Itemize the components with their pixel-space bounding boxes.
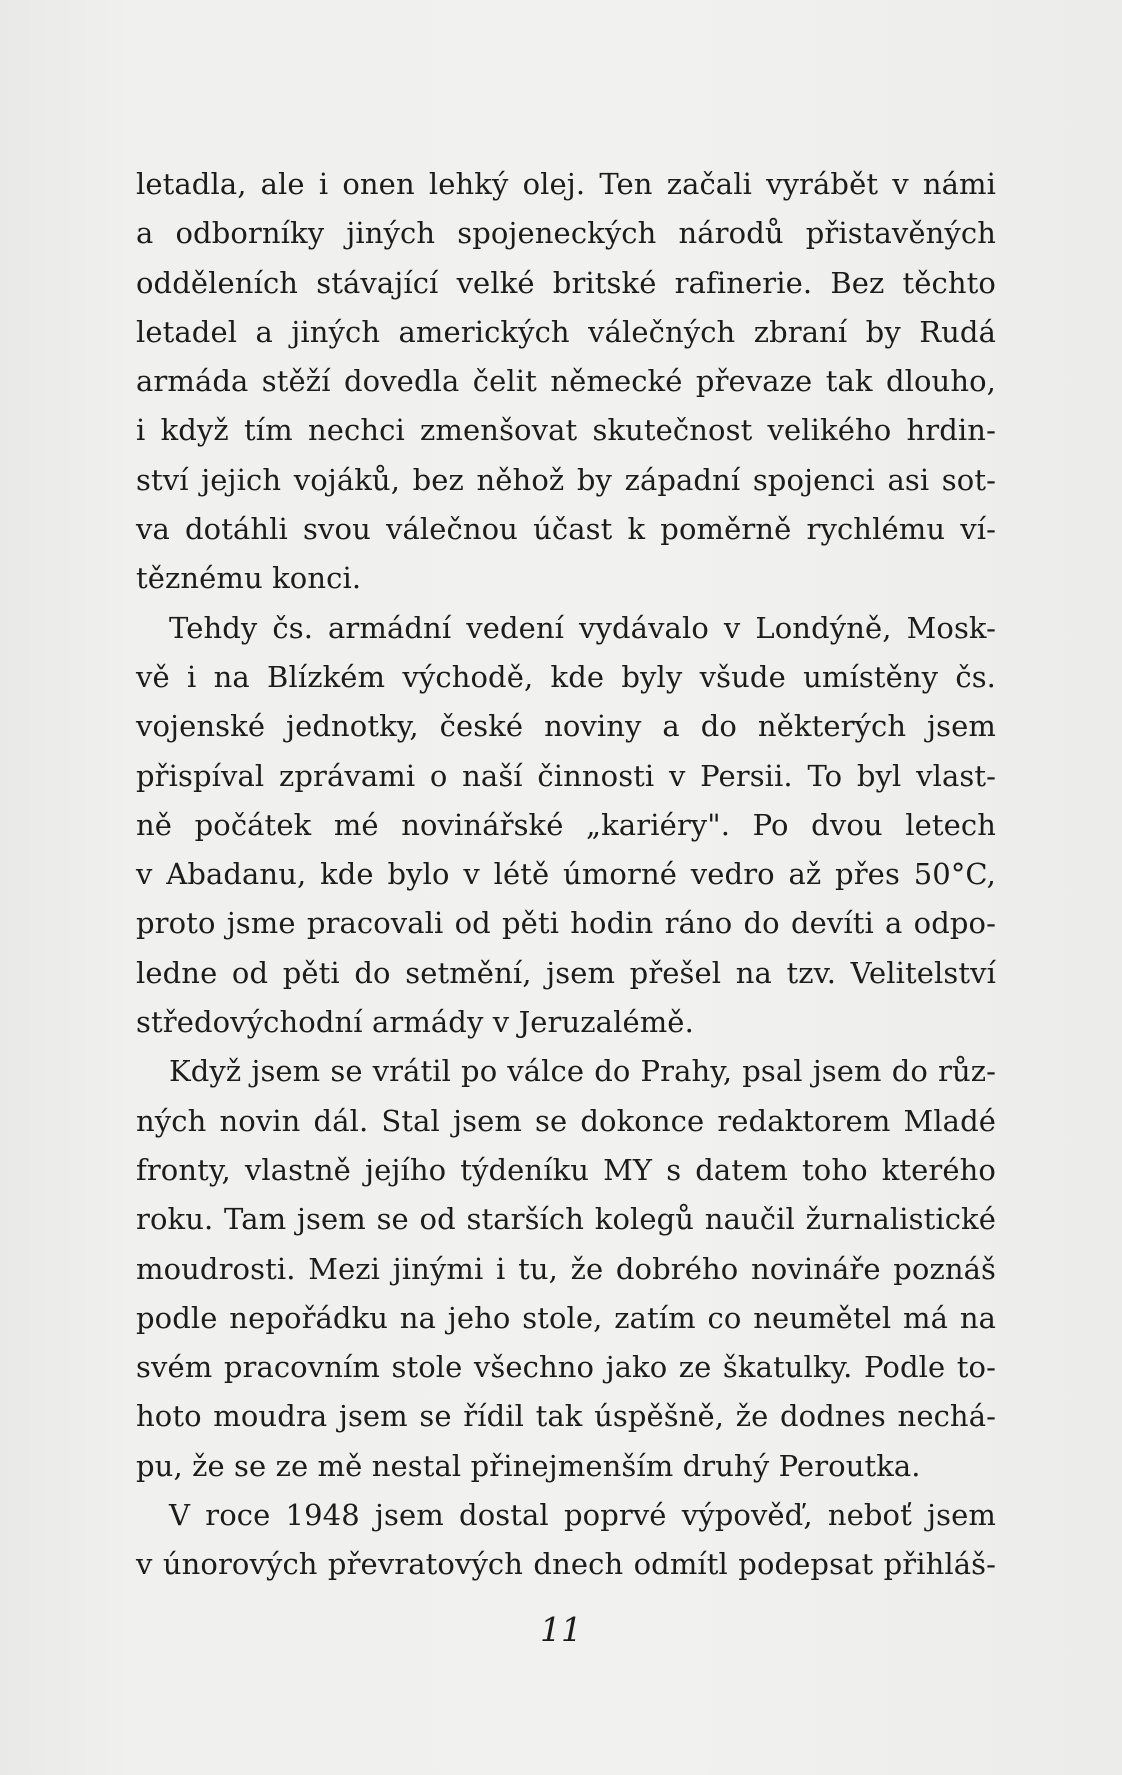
text-line: svém pracovním stole všechno jako ze škatulky. Podle to- — [136, 1350, 996, 1385]
text-line: podle nepořádku na jeho stole, zatím co neumětel má na — [136, 1300, 996, 1335]
text-line: hoto moudra jsem se řídil tak úspěšně, že dodnes nechá- — [136, 1399, 996, 1434]
text-line: ných novin dál. Stal jsem se dokonce redaktorem Mladé — [136, 1103, 996, 1138]
text-line: moudrosti. Mezi jinými i tu, že dobrého novináře poznáš — [136, 1251, 996, 1286]
text-line: v únorových převratových dnech odmítl podepsat přihláš- — [136, 1547, 996, 1582]
text-line: letadel a jiných amerických válečných zbraní by Rudá — [136, 314, 996, 349]
text-line: fronty, vlastně jejího týdeníku MY s datem toho kterého — [136, 1152, 996, 1187]
text-line: ledne od pěti do setmění, jsem přešel na tzv. Velitelství — [136, 955, 996, 990]
paragraph-first-line: Když jsem se vrátil po válce do Prahy, psal jsem do růz- — [169, 1054, 996, 1089]
text-line: ství jejich vojáků, bez něhož by západní spojenci asi sot- — [136, 462, 996, 497]
text-line: v Abadanu, kde bylo v létě úmorné vedro až přes 50°C, — [136, 857, 996, 892]
paragraph-end-line: středovýchodní armády v Jeruzalémě. — [136, 1005, 694, 1040]
text-line: ně počátek mé novinářské „kariéry". Po dvou letech — [136, 807, 996, 842]
text-line: proto jsme pracovali od pěti hodin ráno do devíti a odpo- — [136, 906, 996, 941]
paragraph-end-line: těznému konci. — [136, 561, 362, 596]
paragraph-first-line: Tehdy čs. armádní vedení vydávalo v Londýně, Mosk- — [169, 610, 996, 645]
text-line: va dotáhli svou válečnou účast k poměrně rychlému ví- — [136, 512, 996, 547]
text-line: vojenské jednotky, české noviny a do některých jsem — [136, 709, 996, 744]
paragraph-first-line: V roce 1948 jsem dostal poprvé výpověď, neboť jsem — [169, 1498, 996, 1533]
body-text — [136, 160, 996, 1590]
text-line: letadla, ale i onen lehký olej. Ten začali vyrábět v námi — [136, 167, 996, 201]
page-number: 11 — [540, 1610, 582, 1649]
text-line: a odborníky jiných spojeneckých národů přistavěných — [136, 216, 996, 251]
text-line: odděleních stávající velké britské rafinerie. Bez těchto — [136, 265, 996, 300]
text-line: i když tím nechci zmenšovat skutečnost velikého hrdin- — [136, 413, 996, 448]
paragraph-end-line: pu, že se ze mě nestal přinejmenším druhý Peroutka. — [136, 1448, 921, 1483]
text-line: roku. Tam jsem se od starších kolegů naučil žurnalistické — [136, 1202, 996, 1237]
text-line: přispíval zprávami o naší činnosti v Persii. To byl vlast- — [136, 758, 996, 793]
text-line: vě i na Blízkém východě, kde byly všude umístěny čs. — [136, 659, 996, 694]
text-line: armáda stěží dovedla čelit německé převaze tak dlouho, — [136, 364, 996, 399]
